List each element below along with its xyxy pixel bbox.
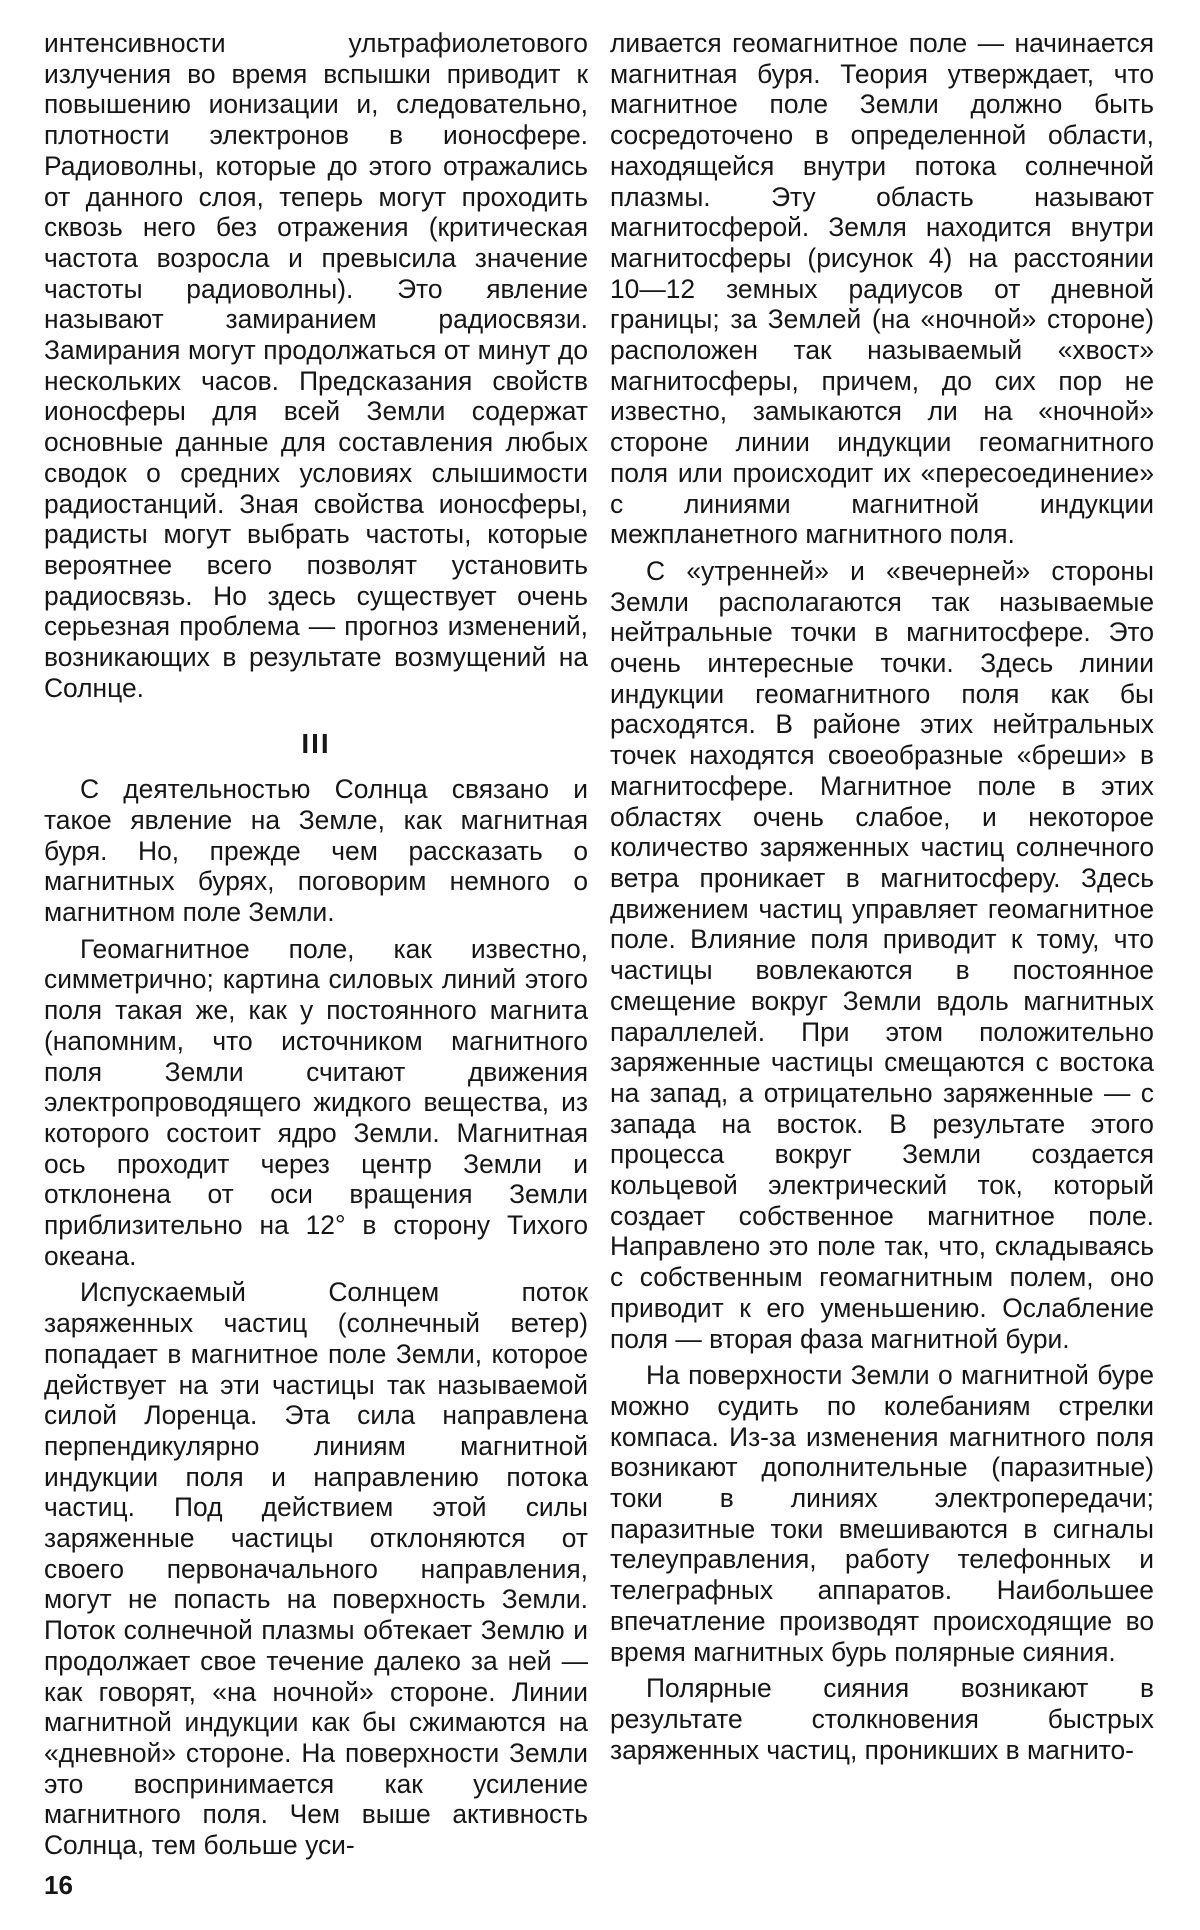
page-number: 16: [44, 1870, 73, 1900]
section-heading: III: [301, 728, 331, 760]
left-paragraph-4: Испускаемый Солнцем поток заряженных частиц (солнечный ветер) попадает в магнитное поле Земли, которое действует на эти частицы так называемой силой Лоренца. Эта сила направлена перпендикулярно линиям магнитной индукции поля и направлению потока частиц. Под действием этой силы заряженные частицы отклоняются от своего первоначального направления, могут не попасть на поверхность Земли. Поток солнечной плазмы обтекает Землю и продолжает свое течение далеко за ней — как говорят, «на ночной» стороне. Линии магнитной индукции как бы сжимаются на «дневной» стороне. На поверхности Земли это воспринимается как усиление магнитного поля. Чем выше активность Солнца, тем больше уси-: [44, 1277, 588, 1861]
right-paragraph-1: ливается геомагнитное поле — начинается магнитная буря. Теория утверждает, что магнитное поле Земли должно быть сосредоточено в определенной области, находящейся внутри потока солнечной плазмы. Эту область называют магнитосферой. Земля находится внутри магнитосферы (рисунок 4) на расстоянии 10—12 земных радиусов от дневной границы; за Землей (на «ночной» стороне) расположен так называемый «хвост» магнитосферы, причем, до сих пор не известно, замыкаются ли на «ночной» стороне линии индукции геомагнитного поля или происходит их «пересоединение» с линиями магнитной индукции межпланетного магнитного поля.: [610, 28, 1154, 550]
right-column: [610, 28, 1154, 1765]
left-paragraph-3: Геомагнитное поле, как известно, симметрично; картина силовых линий этого поля такая же, как у постоянного магнита (напомним, что источником магнитного поля Земли считают движения электропроводящего жидкого вещества, из которого состоит ядро Земли. Магнитная ось проходит через центр Земли и отклонена от оси вращения Земли приблизительно на 12° в сторону Тихого океана.: [44, 933, 588, 1271]
left-column: [44, 28, 588, 1861]
right-paragraph-3: На поверхности Земли о магнитной буре можно судить по колебаниям стрелки компаса. Из-за изменения магнитного поля возникают дополнительные (паразитные) токи в линиях электропередачи; паразитные токи вмешиваются в сигналы телеуправления, работу телефонных и телеграфных аппаратов. Наибольшее впечатление производят происходящие во время магнитных бурь полярные сияния.: [610, 1360, 1154, 1667]
right-paragraph-4: Полярные сияния возникают в результате столкновения быстрых заряженных частиц, проникших в магнито-: [610, 1673, 1154, 1765]
left-paragraph-2: С деятельностью Солнца связано и такое явление на Земле, как магнитная буря. Но, прежде чем рассказать о магнитных бурях, поговорим немного о магнитном поле Земли.: [44, 774, 588, 927]
left-paragraph-1: интенсивности ультрафиолетового излучения во время вспышки приводит к повышению ионизации и, следовательно, плотности электронов в ионосфере. Радиоволны, которые до этого отражались от данного слоя, теперь могут проходить сквозь него без отражения (критическая частота возросла и превысила значение частоты радиоволны). Это явление называют замиранием радиосвязи. Замирания могут продолжаться от минут до нескольких часов. Предсказания свойств ионосферы для всей Земли содержат основные данные для составления любых сводок о средних условиях слышимости радиостанций. Зная свойства ионосферы, радисты могут выбрать частоты, которые вероятнее всего позволят установить радиосвязь. Но здесь существует очень серьезная проблема — прогноз изменений, возникающих в результате возмущений на Солнце.: [44, 28, 588, 703]
right-paragraph-2: С «утренней» и «вечерней» стороны Земли располагаются так называемые нейтральные точки в магнитосфере. Это очень интересные точки. Здесь линии индукции геомагнитного поля как бы расходятся. В районе этих нейтральных точек находятся своеобразные «бреши» в магнитосфере. Магнитное поле в этих областях очень слабое, и некоторое количество заряженных частиц солнечного ветра проникает в магнитосферу. Здесь движением частиц управляет геомагнитное поле. Влияние поля приводит к тому, что частицы вовлекаются в постоянное смещение вокруг Земли вдоль магнитных параллелей. При этом положительно заряженные частицы смещаются с востока на запад, а отрицательно заряженные — с запада на восток. В результате этого процесса вокруг Земли создается кольцевой электрический ток, который создает собственное магнитное поле. Направлено это поле так, что, складываясь с собственным геомагнитным полем, оно приводит к его уменьшению. Ослабление поля — вторая фаза магнитной бури.: [610, 555, 1154, 1354]
